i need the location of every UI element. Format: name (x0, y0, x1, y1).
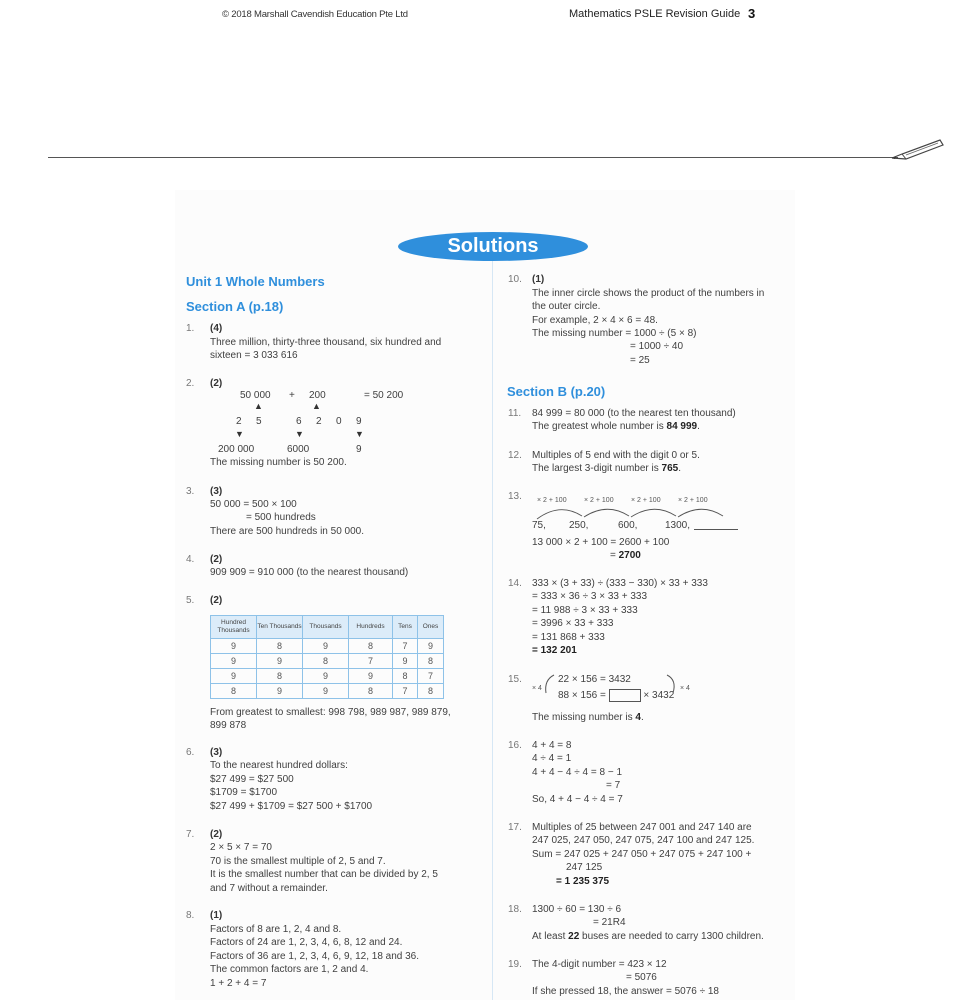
q7-number: 7. (186, 829, 195, 840)
table-header: Ones (418, 616, 444, 639)
q2-conclusion: The missing number is 50 200. (210, 457, 347, 468)
q1-line: Three million, thirty-three thousand, six hundred and (210, 337, 442, 348)
arrow-down-icon: ▼ (355, 429, 364, 439)
q3-line: 50 000 = 500 × 100 (210, 499, 297, 510)
q6-line: $27 499 = $27 500 (210, 774, 294, 785)
q18-answer: 22 (568, 931, 580, 942)
table-cell: 8 (303, 654, 349, 669)
table-cell: 8 (349, 684, 393, 699)
q12-line (532, 463, 681, 475)
q11-answer: 84 999 (666, 421, 698, 432)
q13-line (610, 550, 641, 562)
column-divider (492, 261, 493, 1000)
q3-number: 3. (186, 486, 195, 497)
q3-answer: (3) (210, 486, 223, 497)
q6-line: $27 499 + $1709 = $27 500 + $1700 (210, 801, 373, 812)
q2-digit: 6 (296, 416, 302, 427)
table-header: Thousands (303, 616, 349, 639)
q19-line: = 5076 (626, 972, 657, 983)
q12-line: Multiples of 5 end with the digit 0 or 5. (532, 450, 700, 461)
table-cell: 9 (211, 669, 257, 684)
q2-digit: 2 (316, 416, 322, 427)
table-row (211, 654, 444, 669)
q10-line: The inner circle shows the product of the numbers in (532, 288, 765, 299)
q11-text: The greatest whole number is (532, 421, 667, 432)
q18-line: 1300 ÷ 60 = 130 ÷ 6 (532, 904, 622, 915)
q1-number: 1. (186, 323, 195, 334)
q18-text: buses are needed to carry 1300 children. (579, 931, 764, 942)
q18-number: 18. (508, 904, 522, 915)
q4-answer: (2) (210, 554, 223, 565)
table-header: Ten Thousands (257, 616, 303, 639)
q2-bottom: 9 (356, 444, 362, 455)
table-cell: 9 (349, 669, 393, 684)
section-b-heading: Section B (p.20) (507, 384, 606, 399)
table-header: Tens (393, 616, 418, 639)
q13-op: × 2 + 100 (537, 497, 567, 504)
q13-seq: 1300, (665, 520, 691, 531)
table-cell: 9 (257, 654, 303, 669)
q7-answer: (2) (210, 829, 223, 840)
table-cell: 7 (393, 639, 418, 654)
table-cell: 9 (303, 639, 349, 654)
q6-line: $1709 = $1700 (210, 787, 278, 798)
q16-number: 16. (508, 740, 522, 751)
q4-line: 909 909 = 910 000 (to the nearest thousand) (210, 567, 409, 578)
q19-line: If she pressed 18, the answer = 5076 ÷ 18 (532, 986, 719, 997)
table-row (211, 669, 444, 684)
q5-number: 5. (186, 595, 195, 606)
q8-line: Factors of 36 are 1, 2, 3, 4, 6, 9, 12, 18 and 36. (210, 951, 420, 962)
q2-digit: 9 (356, 416, 362, 427)
q16-line: 4 + 4 − 4 ÷ 4 = 8 − 1 (532, 767, 622, 778)
arrow-up-icon: ▲ (312, 401, 321, 411)
q12-answer: 765 (661, 463, 679, 474)
q17-line: 247 125 (566, 862, 603, 873)
table-cell: 7 (349, 654, 393, 669)
q5-line: From greatest to smallest: 998 798, 989 987, 989 879, (210, 707, 451, 718)
q15-answer: 4 (635, 712, 641, 723)
q13-line: 13 000 × 2 + 100 = 2600 + 100 (532, 537, 670, 548)
arrow-down-icon: ▼ (295, 429, 304, 439)
q10-answer: (1) (532, 274, 545, 285)
table-cell: 9 (257, 684, 303, 699)
q11-number: 11. (508, 408, 522, 419)
q15-mult-right: × 4 (680, 685, 690, 692)
q13-seq: 75, (532, 520, 546, 531)
q13-op: × 2 + 100 (584, 497, 614, 504)
answer-box (609, 689, 641, 702)
q10-line: The missing number = 1000 ÷ (5 × 8) (532, 328, 697, 339)
q15-right-bracket (665, 672, 679, 698)
table-header: Hundreds (349, 616, 393, 639)
q16-line: So, 4 + 4 − 4 ÷ 4 = 7 (532, 794, 623, 805)
q8-line: 1 + 2 + 4 = 7 (210, 978, 267, 989)
q15-left-bracket (542, 672, 556, 698)
arrow-up-icon: ▲ (254, 401, 263, 411)
q15-line: 22 × 156 = 3432 (558, 674, 631, 685)
table-cell: 7 (418, 669, 444, 684)
q2-number: 2. (186, 378, 195, 389)
q16-line: 4 + 4 = 8 (532, 740, 572, 751)
q1-answer: (4) (210, 323, 223, 334)
q16-line: = 7 (606, 780, 621, 791)
q15-eq-left: 88 × 156 = (558, 690, 606, 702)
q14-line: 333 × (3 + 33) ÷ (333 − 330) × 33 + 333 (532, 578, 708, 589)
q8-number: 8. (186, 910, 195, 921)
q4-number: 4. (186, 554, 195, 565)
q13-eq: = (610, 550, 619, 561)
q15-mult-left: × 4 (532, 685, 542, 692)
q2-bottom: 200 000 (218, 444, 255, 455)
q14-line: = 3996 × 33 + 333 (532, 618, 614, 629)
table-header-row (211, 616, 444, 639)
q17-line: Multiples of 25 between 247 001 and 247 140 are (532, 822, 752, 833)
unit-title: Unit 1 Whole Numbers (186, 274, 325, 289)
table-cell: 9 (393, 654, 418, 669)
sequence-arrows (530, 502, 750, 522)
q2-plus: + (289, 390, 295, 401)
table-cell: 8 (257, 669, 303, 684)
pencil-icon (890, 136, 945, 162)
arrow-down-icon: ▼ (235, 429, 244, 439)
q2-digit: 0 (336, 416, 342, 427)
q18-text: At least (532, 931, 569, 942)
q12-text: The largest 3-digit number is (532, 463, 662, 474)
q17-answer: = 1 235 375 (556, 876, 610, 887)
q2-top-b: 200 (309, 390, 326, 401)
q8-answer: (1) (210, 910, 223, 921)
q12-number: 12. (508, 450, 522, 461)
q17-line: Sum = 247 025 + 247 050 + 247 075 + 247 100 + (532, 849, 752, 860)
table-row (211, 639, 444, 654)
q10-number: 10. (508, 274, 522, 285)
q7-line: 70 is the smallest multiple of 2, 5 and 7. (210, 856, 386, 867)
q8-line: Factors of 24 are 1, 2, 3, 4, 6, 8, 12 and 24. (210, 937, 403, 948)
q14-line: = 131 868 + 333 (532, 632, 605, 643)
table-cell: 8 (211, 684, 257, 699)
q18-line (532, 931, 764, 943)
q2-top-a: 50 000 (240, 390, 271, 401)
q6-line: To the nearest hundred dollars: (210, 760, 348, 771)
q14-answer: = 132 201 (532, 645, 577, 656)
q8-line: The common factors are 1, 2 and 4. (210, 964, 369, 975)
q13-blank (694, 529, 738, 530)
table-cell: 8 (393, 669, 418, 684)
header-page-number: 3 (748, 6, 756, 21)
solutions-badge: Solutions (398, 232, 588, 261)
q13-seq: 600, (618, 520, 638, 531)
q15-number: 15. (508, 674, 522, 685)
q15-text: The missing number is (532, 712, 636, 723)
table-cell: 9 (418, 639, 444, 654)
table-cell: 8 (418, 684, 444, 699)
q11-line: 84 999 = 80 000 (to the nearest ten thousand) (532, 408, 736, 419)
q7-line: 2 × 5 × 7 = 70 (210, 842, 272, 853)
q15-end: . (640, 712, 644, 723)
table-row (211, 684, 444, 699)
q13-answer: 2700 (618, 550, 641, 561)
section-a-heading: Section A (p.18) (186, 299, 284, 314)
table-cell: 9 (211, 639, 257, 654)
q15-eq-right: × 3432 (643, 690, 675, 702)
q2-bottom: 6000 (287, 444, 310, 455)
q14-line: = 333 × 36 ÷ 3 × 33 + 333 (532, 591, 648, 602)
q10-line: = 25 (630, 355, 650, 366)
table-cell: 9 (211, 654, 257, 669)
q13-op: × 2 + 100 (678, 497, 708, 504)
q12-end: . (678, 463, 681, 474)
q2-answer: (2) (210, 378, 223, 389)
q13-seq: 250, (569, 520, 589, 531)
q14-line: = 11 988 ÷ 3 × 33 + 333 (532, 605, 638, 616)
q2-result: = 50 200 (364, 390, 404, 401)
place-value-table (210, 615, 444, 699)
q10-line: = 1000 ÷ 40 (630, 341, 684, 352)
q19-number: 19. (508, 959, 522, 970)
q11-end: . (697, 421, 700, 432)
q11-line (532, 421, 700, 433)
q7-line: and 7 without a remainder. (210, 883, 328, 894)
q13-op: × 2 + 100 (631, 497, 661, 504)
q3-line: = 500 hundreds (246, 512, 316, 523)
header-rule (48, 157, 898, 158)
q7-line: It is the smallest number that can be divided by 2, 5 (210, 869, 438, 880)
q5-line: 899 878 (210, 720, 247, 731)
q1-line: sixteen = 3 033 616 (210, 350, 298, 361)
table-cell: 7 (393, 684, 418, 699)
q19-line: The 4-digit number = 423 × 12 (532, 959, 667, 970)
table-cell: 8 (349, 639, 393, 654)
q15-line (558, 689, 674, 703)
q3-line: There are 500 hundreds in 50 000. (210, 526, 364, 537)
table-cell: 9 (303, 684, 349, 699)
q2-digit: 5 (256, 416, 262, 427)
table-cell: 8 (257, 639, 303, 654)
q8-line: Factors of 8 are 1, 2, 4 and 8. (210, 924, 342, 935)
q15-line (532, 712, 644, 724)
header-book-title: Mathematics PSLE Revision Guide (569, 8, 741, 20)
q10-line: For example, 2 × 4 × 6 = 48. (532, 315, 658, 326)
q14-number: 14. (508, 578, 522, 589)
q6-number: 6. (186, 747, 195, 758)
table-header: Hundred Thousands (211, 616, 257, 639)
q10-line: the outer circle. (532, 301, 601, 312)
q6-answer: (3) (210, 747, 223, 758)
q17-line: 247 025, 247 050, 247 075, 247 100 and 247 125. (532, 835, 755, 846)
header-copyright: © 2018 Marshall Cavendish Education Pte Ltd (222, 9, 408, 20)
q5-answer: (2) (210, 595, 223, 606)
q17-number: 17. (508, 822, 522, 833)
q13-number: 13. (508, 491, 522, 502)
q18-line: = 21R4 (593, 917, 626, 928)
q16-line: 4 ÷ 4 = 1 (532, 753, 572, 764)
table-cell: 8 (418, 654, 444, 669)
q2-digit: 2 (236, 416, 242, 427)
table-cell: 9 (303, 669, 349, 684)
